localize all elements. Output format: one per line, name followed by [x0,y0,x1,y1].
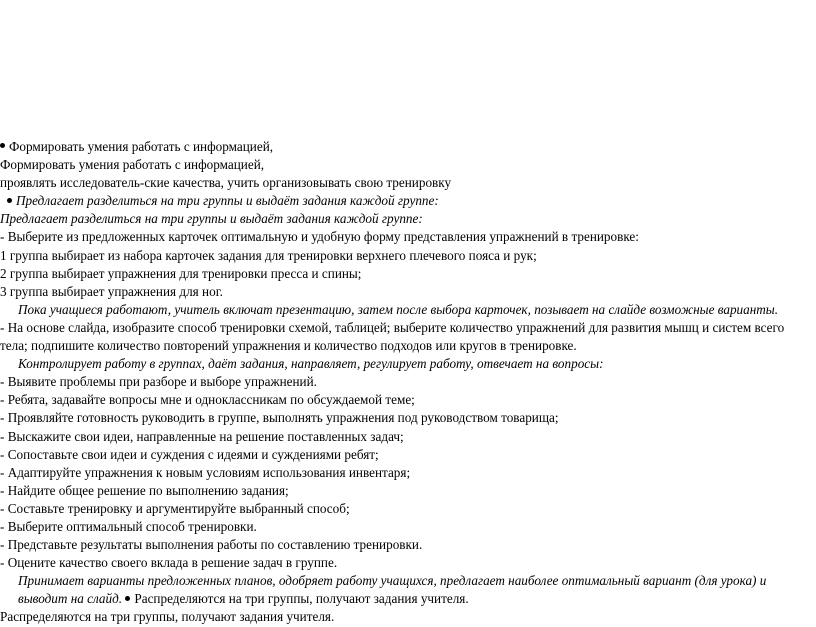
paragraph-6: - Выберите из предложенных карточек оптимальную и удобную форму представления упражнений в тренировке: [0,229,639,245]
document-body [0,138,808,627]
bullet-icon [7,198,12,203]
bullet-icon [125,596,130,601]
paragraph-18: - Адаптируйте упражнения к новым условиям использования инвентаря; [0,464,411,480]
paragraph-16: - Выскажите свои идеи, направленные на решение поставленных задач; [0,428,404,444]
paragraph-13: - Выявите проблемы при разборе и выборе упражнений. [0,374,317,390]
paragraph-11: - На основе слайда, изобразите способ тренировки схемой, таблицей; выберите количество упражнений для развития мышц и систем всего тела; подпишите количество повторений упражнения и количество подходов или кругов в тренировке. [0,319,785,354]
paragraph-14: - Ребята, задавайте вопросы мне и одноклассникам по обсуждаемой теме; [0,392,415,408]
paragraph-20: - Составьте тренировку и аргументируйте выбранный способ; [0,500,350,516]
paragraph-3: проявлять исследователь-ские качества, учить организовывать свою тренировку [0,175,452,191]
bullet-icon [0,143,5,148]
paragraph-5: Предлагает разделиться на три группы и выдаёт задания каждой группе: [0,211,423,227]
paragraph-7: 1 группа выбирает из набора карточек задания для тренировки верхнего плечевого пояса и рук; [0,247,537,263]
text-line: Распределяются на три группы, получают задания учителя. [134,591,469,607]
paragraph-2: Формировать умения работать с информацией, [0,157,265,173]
paragraph-21: - Выберите оптимальный способ тренировки. [0,518,257,534]
text-line: Предлагает разделиться на три группы и выдаёт задания каждой группе: [16,193,439,209]
paragraph-8: 2 группа выбирает упражнения для тренировки пресса и спины; [0,265,362,281]
paragraph-23: - Оцените качество своего вклада в решение задач в группе. [0,555,338,571]
paragraph-9: 3 группа выбирает упражнения для ног. [0,283,223,299]
paragraph-12: Контролирует работу в группах, даёт задания, направляет, регулирует работу, отвечает на вопросы: [18,356,604,372]
paragraph-17: - Сопоставьте свои идеи и суждения с идеями и суждениями ребят; [0,446,379,462]
paragraph-25: Распределяются на три группы, получают задания учителя. [0,609,335,625]
paragraph-4 [0,192,808,210]
paragraph-24 [0,572,808,608]
text-line: Формировать умения работать с информацией, [9,139,274,154]
paragraph-15: - Проявляйте готовность руководить в группе, выполнять упражнения под руководством товарища; [0,410,559,426]
paragraph-10: Пока учащиеся работают, учитель включат презентацию, затем после выбора карточек, позывает на слайде возможные варианты. [18,301,779,317]
text-line: Принимает варианты предложенных планов, одобряет работу учащихся, предлагает наиболее оптимальный вариант (для урока) и выводит на слайд. [18,573,767,607]
paragraph-1 [0,138,808,156]
paragraph-19: - Найдите общее решение по выполнению задания; [0,482,289,498]
paragraph-22: - Представьте результаты выполнения работы по составлению тренировки. [0,537,423,553]
